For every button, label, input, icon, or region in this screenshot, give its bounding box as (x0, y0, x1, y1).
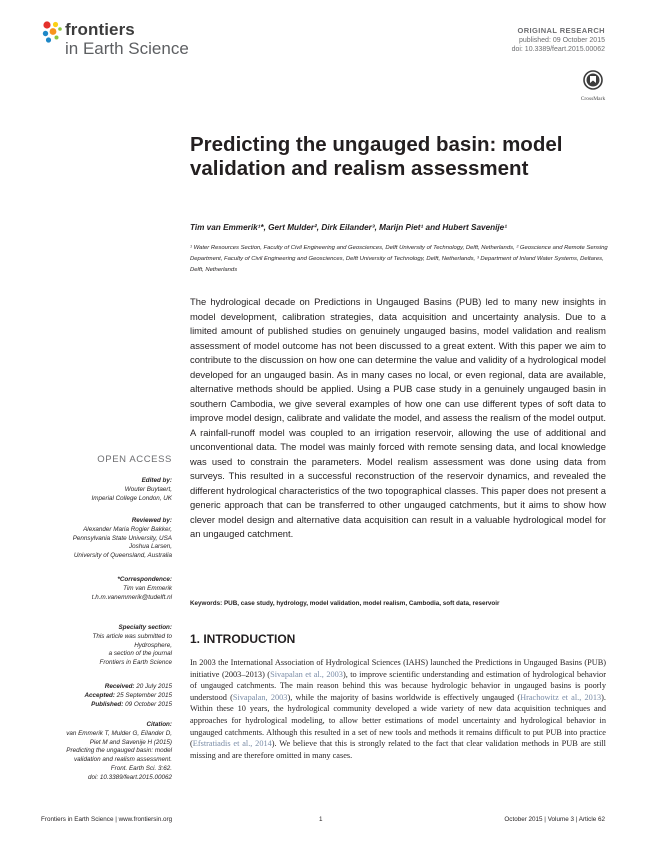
journal-name: in Earth Science (65, 39, 189, 58)
reviewed-by-heading: Reviewed by: (131, 517, 172, 524)
citation-block (22, 721, 172, 783)
correspondence-heading: *Correspondence: (117, 576, 172, 583)
edited-by-heading: Edited by: (141, 477, 172, 484)
received-label: Received: (104, 683, 135, 690)
correspondence-name: Tim van Emmerik (123, 584, 172, 592)
article-type: ORIGINAL RESEARCH (517, 26, 605, 35)
reviewer-affiliation: University of Queensland, Australia (73, 552, 172, 560)
intro-text: ), to improve scientific understanding and estimation of hydrological behavior of ungauged catchments. The main reason behind this was because hydrologic behavior in ungauged basins is poorly understood ( (190, 669, 606, 702)
citation-line: Front. Earth Sci. 3:62. (110, 764, 172, 772)
frontiers-logo-icon (41, 20, 65, 44)
citation-heading: Citation: (146, 721, 172, 728)
received-date (22, 683, 172, 692)
specialty-heading: Specialty section: (118, 624, 172, 631)
editor-name: Wouter Buytaert, (124, 485, 172, 493)
citation-link[interactable]: Sivapalan, 2003 (232, 692, 288, 702)
specialty-section-block (22, 624, 172, 668)
accepted-value: 25 September 2015 (116, 691, 172, 699)
specialty-line: a section of the journal (108, 650, 172, 658)
specialty-line: Frontiers in Earth Science (99, 659, 172, 667)
published-label: Published: (91, 700, 124, 708)
open-access-label: OPEN ACCESS (97, 454, 172, 465)
accepted-label: Accepted: (84, 691, 115, 699)
author-list[interactable]: Tim van Emmerik¹*, Gert Mulder², Dirk Eilander³, Marijn Piet¹ and Hubert Savenije¹ (190, 223, 507, 232)
introduction-paragraph (190, 657, 606, 761)
citation-link[interactable]: Sivapalan et al., 2003 (270, 669, 343, 679)
correspondence-block (22, 576, 172, 602)
crossmark-icon (583, 70, 603, 90)
brand-name: frontiers (65, 20, 135, 39)
page-number: 1 (319, 816, 323, 823)
reviewer-affiliation: Pennsylvania State University, USA (72, 534, 172, 542)
reviewed-by-block (22, 517, 172, 561)
footer-journal-link[interactable]: Frontiers in Earth Science | www.frontiersin.org (41, 816, 173, 823)
footer-issue-info: October 2015 | Volume 3 | Article 62 (504, 816, 605, 823)
published-date-side (22, 701, 172, 710)
section-heading: 1. INTRODUCTION (190, 632, 296, 646)
citation-doi[interactable]: doi: 10.3389/feart.2015.00062 (87, 773, 172, 781)
intro-text: ). Within these 10 years, the hydrological community developed a wide variety of new data acquisition techniques and approaches for hydrological modeling, to allow better estimations of model uncertainty and hydrological behavior in ungauged catchments. Although this resulted in a set of new tools and methods it remains difficult to put PUB into practice ( (190, 692, 606, 749)
edited-by-block (22, 477, 172, 503)
keywords (190, 600, 610, 607)
abstract: The hydrological decade on Predictions in Ungauged Basins (PUB) led to many new insights in model development, calibration strategies, data acquisition and uncertainty analysis. Due to a limited amount of published studies on genuinely ungauged basins, model validation and realism assessment of model outcome has not been discussed to a great extent. With this paper we aim to contribute to the discussion on how one can determine the value and validity of a hydrological model developed for an ungauged basin. As in many cases no local, or even regional, data are available, alternative methods should be applied. Using a PUB case study in a genuinely ungauged basin in southern Cambodia, we give several examples of how one can use different types of soft data to improve model design, calibrate and validate the model, and assess the realism of the model output. A rainfall-runoff model was coupled to an irrigation reservoir, allowing the use of additional and unconventional data. The model was mainly forced with remote sensing data, and local knowledge was used to constrain the parameters. Model realism assessment was done using data from surveys. This resulted in a successful reconstruction of the reservoir dynamics, and revealed the different hydrological characteristics of the two topographical classes. This paper does not present a generic approach that can be transferred to other ungauged catchments, but it aims to show how clever model design and alternative data acquisition can result in a valuable hydrological model for an ungauged catchment. (190, 296, 606, 539)
citation-link[interactable]: Efstratiadis et al., 2014 (192, 739, 272, 749)
crossmark-badge[interactable] (575, 70, 611, 102)
reviewer-name: Joshua Larsen, (128, 543, 172, 551)
published-value: 09 October 2015 (125, 700, 172, 708)
intro-text: In 2003 the International Association of Hydrological Sciences (IAHS) launched the Predictions in Ungauged Basins (PUB) initiative (2003–2013) ( (190, 658, 606, 679)
keywords-label: Keywords: (190, 600, 223, 607)
reviewer-name: Alexander Maria Rogier Bakker, (83, 525, 172, 533)
editor-affiliation: Imperial College London, UK (91, 494, 172, 502)
accepted-date (22, 692, 172, 701)
dates-block (22, 683, 172, 709)
citation-line: validation and realism assessment. (74, 756, 172, 764)
published-date: published: 09 October 2015 (518, 37, 605, 44)
affiliations: ¹ Water Resources Section, Faculty of Civil Engineering and Geosciences, Delft University of Technology, Delft, Netherlands, ² Geoscience and Remote Sensing Department, Faculty of Civil Engineering and Geosciences, Delft University of Technology, Delft, Netherlands, ³ Department of Inland Water Systems, Deltares, Delft, Netherlands (190, 245, 608, 273)
keywords-text: PUB, case study, hydrology, model validation, model realism, Cambodia, soft data, reservoir (223, 600, 500, 607)
citation-line: Piet M and Savenije H (2015) (89, 738, 172, 746)
specialty-line: Hydrosphere, (134, 641, 172, 649)
citation-line: Predicting the ungauged basin: model (66, 747, 172, 755)
crossmark-label: CrossMark (580, 96, 606, 102)
intro-text: ), while the majority of basins worldwide is effectively ungauged ( (287, 692, 521, 702)
citation-link[interactable]: Hrachowitz et al., 2013 (520, 692, 602, 702)
specialty-line: This article was submitted to (92, 632, 172, 640)
received-value: 20 July 2015 (136, 683, 172, 690)
intro-text: ). We believe that this is strongly related to the fact that clear validation methods in PUB are still missing and are therefore omitted in many cases. (190, 739, 606, 760)
citation-line: van Emmerik T, Mulder G, Eilander D, (66, 729, 172, 737)
doi-link[interactable]: doi: 10.3389/feart.2015.00062 (511, 46, 605, 53)
correspondence-email[interactable]: t.h.m.vanemmerik@tudelft.nl (91, 593, 172, 601)
article-title: Predicting the ungauged basin: model validation and realism assessment (190, 133, 563, 180)
